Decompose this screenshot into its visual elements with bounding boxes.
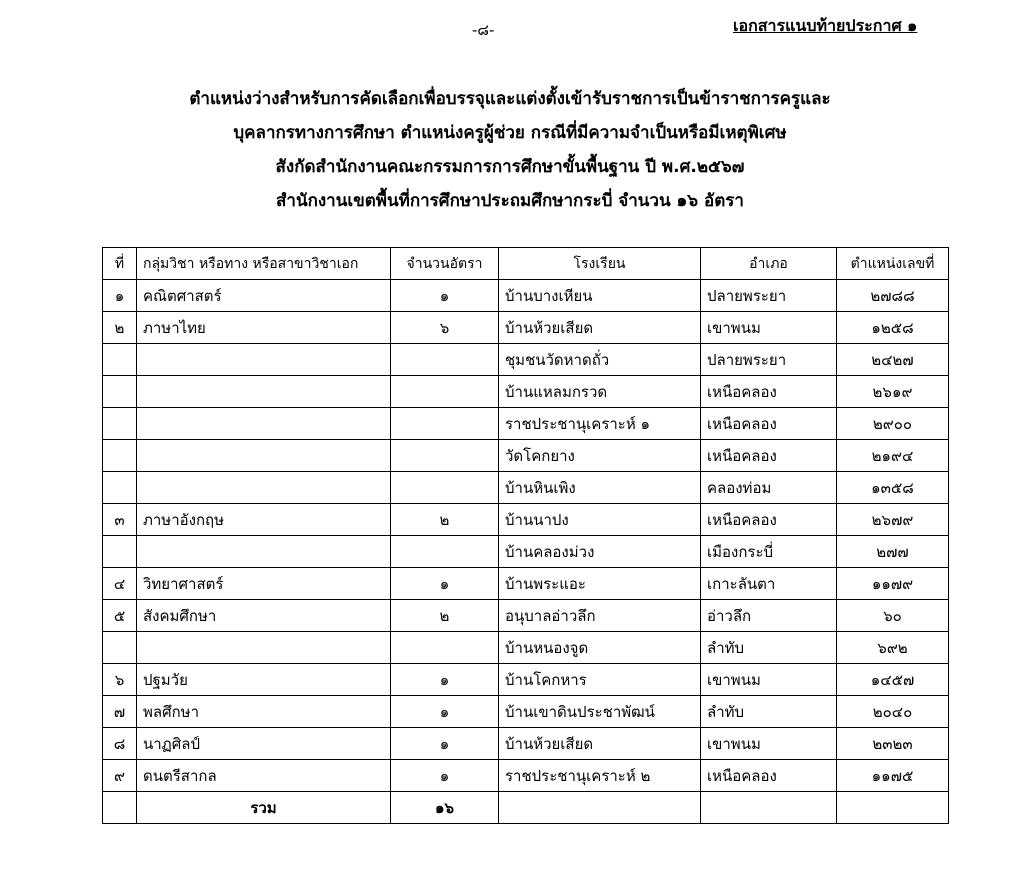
row-count [391, 376, 499, 408]
header-position: ตำแหน่งเลขที่ [837, 248, 949, 280]
row-school: อนุบาลอ่าวลึก [499, 600, 701, 632]
table-header-row [103, 248, 949, 280]
row-position: ๒๑๙๔ [837, 440, 949, 472]
row-position: ๒๖๑๙ [837, 376, 949, 408]
row-district: คลองท่อม [701, 472, 837, 504]
row-no [103, 440, 137, 472]
document-title [0, 82, 1020, 218]
row-position: ๖๐ [837, 600, 949, 632]
table-row [103, 696, 949, 728]
row-no: ๗ [103, 696, 137, 728]
row-subject [137, 632, 391, 664]
row-position: ๒๔๒๗ [837, 344, 949, 376]
row-position: ๑๒๕๘ [837, 312, 949, 344]
row-count: ๒ [391, 600, 499, 632]
header-school: โรงเรียน [499, 248, 701, 280]
header-subject: กลุ่มวิชา หรือทาง หรือสาขาวิชาเอก [137, 248, 391, 280]
table-row [103, 280, 949, 312]
row-district: เหนือคลอง [701, 408, 837, 440]
row-subject [137, 344, 391, 376]
row-count [391, 408, 499, 440]
table-row [103, 664, 949, 696]
row-school: บ้านหินเพิง [499, 472, 701, 504]
row-district: เมืองกระบี่ [701, 536, 837, 568]
row-no [103, 632, 137, 664]
row-subject: สังคมศึกษา [137, 600, 391, 632]
row-count [391, 344, 499, 376]
row-district: ลำทับ [701, 696, 837, 728]
row-no [103, 344, 137, 376]
row-school: บ้านห้วยเสียด [499, 728, 701, 760]
row-subject [137, 376, 391, 408]
row-position: ๒๗๗ [837, 536, 949, 568]
table-row [103, 536, 949, 568]
row-count [391, 536, 499, 568]
vacancy-table [102, 247, 949, 824]
table-row [103, 408, 949, 440]
row-district: ปลายพระยา [701, 280, 837, 312]
row-no: ๑ [103, 280, 137, 312]
table-row [103, 312, 949, 344]
table-row [103, 760, 949, 792]
row-district: อ่าวลึก [701, 600, 837, 632]
table-row [103, 504, 949, 536]
page-number: -๘- [472, 21, 495, 39]
row-no: ๓ [103, 504, 137, 536]
row-position: ๒๙๐๐ [837, 408, 949, 440]
row-position: ๒๐๔๐ [837, 696, 949, 728]
row-school: บ้านห้วยเสียด [499, 312, 701, 344]
row-count [391, 632, 499, 664]
total-count: ๑๖ [391, 792, 499, 824]
row-subject: ภาษาอังกฤษ [137, 504, 391, 536]
table-row [103, 568, 949, 600]
row-position: ๖๙๒ [837, 632, 949, 664]
table-row [103, 376, 949, 408]
row-count: ๑ [391, 568, 499, 600]
row-position: ๑๑๗๕ [837, 760, 949, 792]
row-no: ๘ [103, 728, 137, 760]
row-count: ๑ [391, 280, 499, 312]
row-position: ๑๔๕๗ [837, 664, 949, 696]
row-subject: ปฐมวัย [137, 664, 391, 696]
row-subject [137, 472, 391, 504]
table-row [103, 632, 949, 664]
row-school: บ้านคลองม่วง [499, 536, 701, 568]
row-school: บ้านนาปง [499, 504, 701, 536]
row-position: ๒๖๗๙ [837, 504, 949, 536]
table-row [103, 472, 949, 504]
row-district: เขาพนม [701, 728, 837, 760]
row-school: บ้านหนองจูด [499, 632, 701, 664]
row-no: ๖ [103, 664, 137, 696]
row-count: ๑ [391, 696, 499, 728]
row-subject: วิทยาศาสตร์ [137, 568, 391, 600]
row-school: ราชประชานุเคราะห์ ๑ [499, 408, 701, 440]
row-district: ลำทับ [701, 632, 837, 664]
table-row [103, 728, 949, 760]
row-no: ๔ [103, 568, 137, 600]
row-district: เหนือคลอง [701, 504, 837, 536]
row-school: วัดโคกยาง [499, 440, 701, 472]
row-no [103, 408, 137, 440]
row-count: ๑ [391, 728, 499, 760]
row-district: เหนือคลอง [701, 440, 837, 472]
row-subject [137, 536, 391, 568]
row-count: ๖ [391, 312, 499, 344]
row-position: ๑๓๕๘ [837, 472, 949, 504]
header-count: จำนวนอัตรา [391, 248, 499, 280]
total-district-cell [701, 792, 837, 824]
table-row [103, 440, 949, 472]
row-no: ๙ [103, 760, 137, 792]
row-no [103, 536, 137, 568]
row-school: บ้านบางเหียน [499, 280, 701, 312]
total-no-cell [103, 792, 137, 824]
row-school: บ้านเขาดินประชาพัฒน์ [499, 696, 701, 728]
row-school: ราชประชานุเคราะห์ ๒ [499, 760, 701, 792]
row-subject [137, 408, 391, 440]
header-district: อำเภอ [701, 248, 837, 280]
row-school: ชุมชนวัดหาดถั่ว [499, 344, 701, 376]
title-line-1: ตำแหน่งว่างสำหรับการคัดเลือกเพื่อบรรจุและแต่งตั้งเข้ารับราชการเป็นข้าราชการครูและ [189, 89, 831, 109]
row-subject: นาฏศิลป์ [137, 728, 391, 760]
row-no: ๕ [103, 600, 137, 632]
row-subject: พลศึกษา [137, 696, 391, 728]
table-row [103, 600, 949, 632]
row-district: เกาะลันตา [701, 568, 837, 600]
row-district: ปลายพระยา [701, 344, 837, 376]
row-school: บ้านพระแอะ [499, 568, 701, 600]
row-school: บ้านแหลมกรวด [499, 376, 701, 408]
row-subject: ดนตรีสากล [137, 760, 391, 792]
total-position-cell [837, 792, 949, 824]
row-position: ๒๓๒๓ [837, 728, 949, 760]
table-body [103, 280, 949, 792]
row-position: ๒๗๘๘ [837, 280, 949, 312]
attachment-label: เอกสารแนบท้ายประกาศ ๑ [733, 16, 918, 35]
row-district: เขาพนม [701, 312, 837, 344]
row-subject: คณิตศาสตร์ [137, 280, 391, 312]
table-row [103, 344, 949, 376]
row-no [103, 472, 137, 504]
row-no: ๒ [103, 312, 137, 344]
row-district: เขาพนม [701, 664, 837, 696]
row-school: บ้านโคกหาร [499, 664, 701, 696]
row-district: เหนือคลอง [701, 760, 837, 792]
row-subject: ภาษาไทย [137, 312, 391, 344]
row-count: ๑ [391, 664, 499, 696]
title-line-3: สังกัดสำนักงานคณะกรรมการการศึกษาขั้นพื้นฐาน ปี พ.ศ.๒๕๖๗ [275, 157, 745, 177]
total-school-cell [499, 792, 701, 824]
row-subject [137, 440, 391, 472]
total-row [103, 792, 949, 824]
row-no [103, 376, 137, 408]
total-label: รวม [137, 792, 391, 824]
row-district: เหนือคลอง [701, 376, 837, 408]
row-count: ๒ [391, 504, 499, 536]
row-count [391, 472, 499, 504]
title-line-2: บุคลากรทางการศึกษา ตำแหน่งครูผู้ช่วย กรณีที่มีความจำเป็นหรือมีเหตุพิเศษ [233, 123, 787, 143]
title-line-4: สำนักงานเขตพื้นที่การศึกษาประถมศึกษากระบี่ จำนวน ๑๖ อัตรา [276, 191, 744, 211]
header-no: ที่ [103, 248, 137, 280]
row-count [391, 440, 499, 472]
row-count: ๑ [391, 760, 499, 792]
row-position: ๑๑๗๙ [837, 568, 949, 600]
